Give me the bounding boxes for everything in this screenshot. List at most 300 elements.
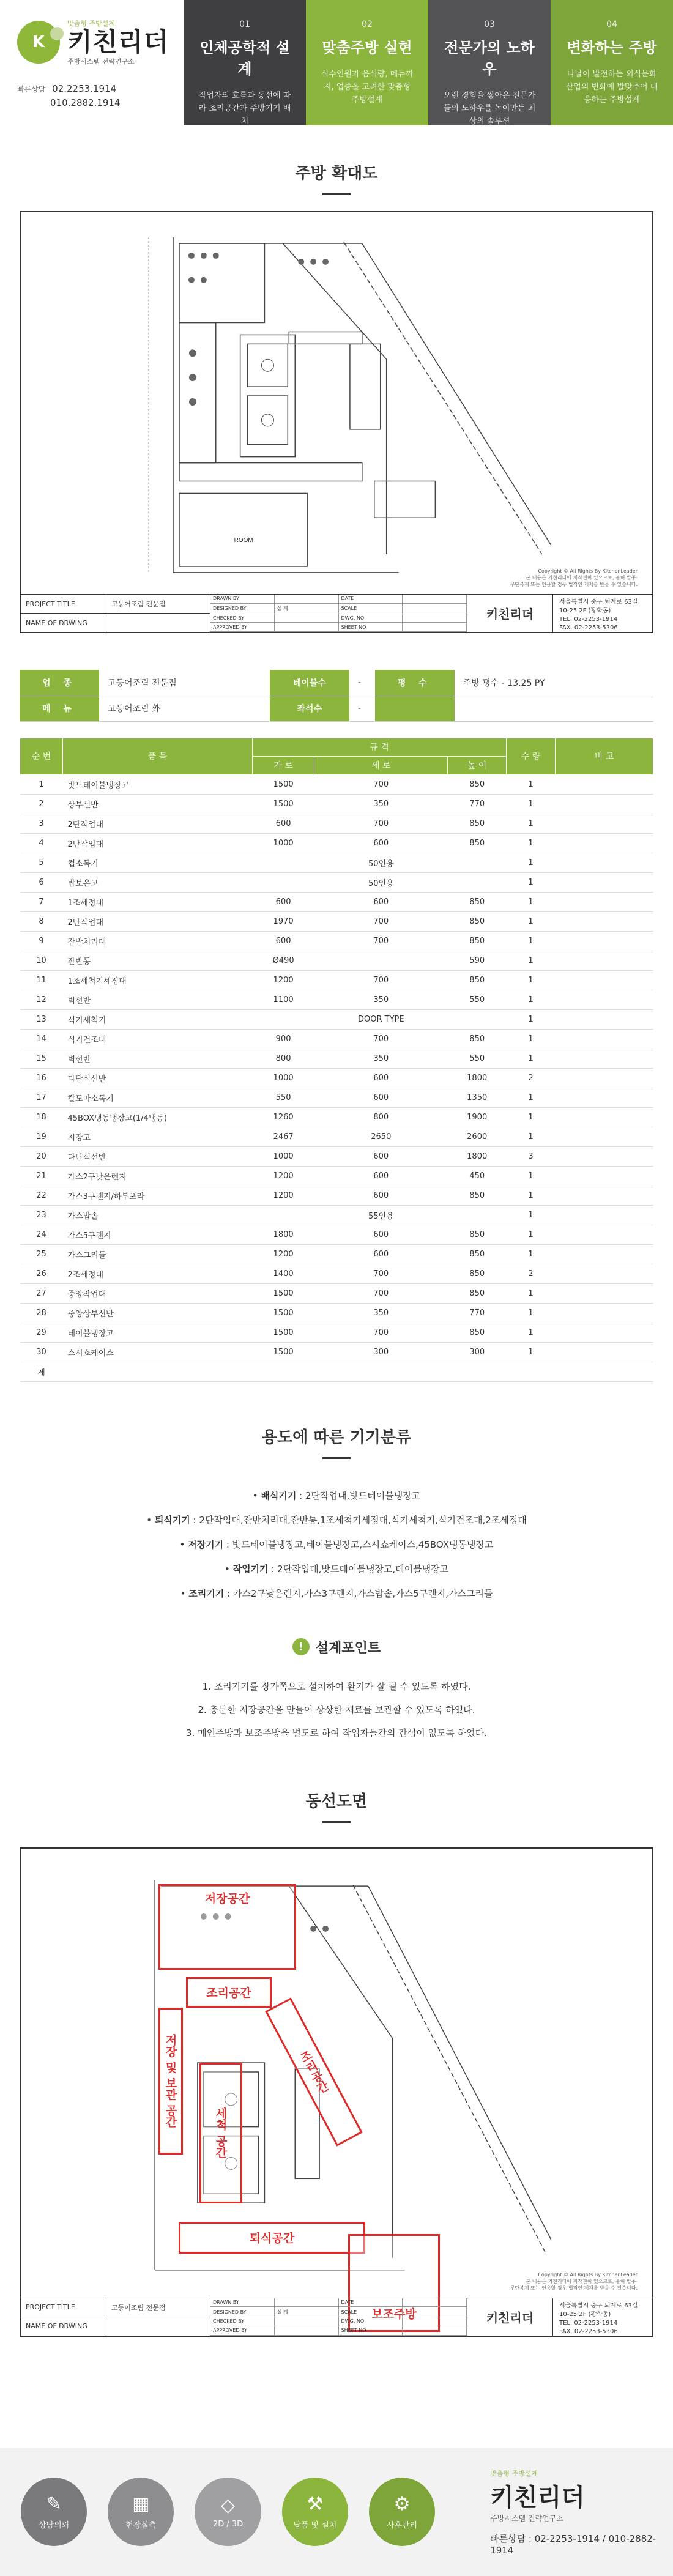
cell-qty: 1	[507, 931, 556, 951]
cell-width: 600	[253, 814, 314, 833]
cell-note	[556, 1362, 653, 1381]
class-label: 저장기기	[188, 1539, 224, 1550]
project-title-value: 고등어조림 전문점	[106, 595, 210, 614]
cell-height: 850	[448, 833, 507, 853]
cell-note	[556, 833, 653, 853]
cell-qty: 1	[507, 1186, 556, 1205]
cell-name: 가스밥솥	[63, 1205, 253, 1225]
table-row	[20, 1264, 653, 1283]
cell-note	[556, 1283, 653, 1303]
cell-height: 550	[448, 1049, 507, 1068]
menu-value: 고등어조림 外	[99, 696, 270, 721]
class-text: 2단작업대,밧드테이블냉장고,테이블냉장고	[277, 1563, 449, 1575]
cell-qty: 1	[507, 872, 556, 892]
title-block-logo: 키친리더	[467, 595, 553, 632]
cell-note	[556, 911, 653, 931]
cell-no: 6	[20, 872, 63, 892]
class-label: 배식기기	[261, 1490, 297, 1501]
tb-cell: CHECKED BY	[210, 2317, 275, 2326]
cell-note	[556, 774, 653, 794]
cell-height: 1800	[448, 1068, 507, 1088]
logo[interactable]	[17, 18, 184, 66]
tel: TEL. 02-2253-1914	[559, 2319, 618, 2326]
flow-floor-plan[interactable]	[20, 1847, 653, 2337]
tb-cell: DWG. NO	[339, 2317, 403, 2326]
cell-width: 1500	[253, 774, 314, 794]
tb-cell: SCALE	[339, 604, 403, 614]
class-label: 작업기기	[232, 1563, 269, 1575]
step-1	[184, 0, 306, 125]
biz-value: 고등어조림 전문점	[99, 670, 270, 696]
col-depth: 세 로	[314, 756, 448, 774]
cell-no: 20	[20, 1146, 63, 1166]
tb-cell	[275, 2298, 339, 2307]
cell-note	[556, 1205, 653, 1225]
cell-note	[556, 970, 653, 990]
cell-qty: 1	[507, 1244, 556, 1264]
table-row	[20, 1009, 653, 1029]
tb-cell: SHEET NO	[339, 623, 403, 632]
tb-cell	[403, 623, 467, 632]
cell-depth	[314, 951, 448, 970]
zone-cook[interactable]: 조리공간	[186, 1977, 272, 2008]
cell-note	[556, 931, 653, 951]
tb-cell: APPROVED BY	[210, 2326, 275, 2336]
step-number: 01	[239, 20, 250, 29]
cell-depth: 350	[314, 990, 448, 1009]
step-title: 전문가의 노하우	[444, 39, 535, 78]
title-block-grid	[210, 2298, 467, 2336]
cell-height: 2600	[448, 1127, 507, 1146]
cell-depth: 350	[314, 794, 448, 814]
service-consult[interactable]	[21, 2478, 87, 2546]
classification-list	[0, 1483, 673, 1606]
cell-depth: 700	[314, 911, 448, 931]
cell-depth: 700	[314, 1323, 448, 1342]
tb-cell	[403, 614, 467, 623]
cell-qty: 1	[507, 1303, 556, 1323]
zone-cook-2[interactable]: 조리공간	[265, 1997, 363, 2146]
tables-label: 테이블수	[270, 670, 349, 696]
cell-depth: 50인용	[314, 872, 448, 892]
service-install[interactable]	[282, 2478, 348, 2546]
cell-width: 1200	[253, 1244, 314, 1264]
col-name: 품 목	[63, 738, 253, 774]
table-row	[20, 1166, 653, 1186]
drawing-name-value	[106, 614, 210, 632]
footer-brand-name: 키친리더	[490, 2483, 585, 2512]
cell-name	[63, 1362, 253, 1381]
tb-cell: SCALE	[339, 2307, 403, 2317]
cell-no: 2	[20, 794, 63, 814]
step-number: 03	[484, 20, 495, 29]
cell-width	[253, 1009, 314, 1029]
cell-height	[448, 872, 507, 892]
cell-no: 30	[20, 1342, 63, 1362]
contact-label: 빠른상담	[17, 85, 46, 94]
cell-width: 1100	[253, 990, 314, 1009]
service-label: 현장실측	[125, 2521, 157, 2530]
table-row	[20, 1342, 653, 1362]
cell-depth: 700	[314, 1264, 448, 1283]
table-row	[20, 1107, 653, 1127]
cell-depth: 600	[314, 1088, 448, 1107]
cell-no: 24	[20, 1225, 63, 1244]
tb-cell	[275, 623, 339, 632]
copyright-line: 무단복제 또는 인용할 경우 법적인 제재를 받을 수 있습니다.	[510, 582, 638, 587]
step-title: 맞춤주방 실현	[322, 39, 412, 56]
class-line-cooking: • 조리기기 : 가스2구낮은렌지,가스3구렌지,가스밥솥,가스5구렌지,가스그리들	[180, 1587, 493, 1599]
cell-height: 300	[448, 1342, 507, 1362]
tb-cell	[403, 604, 467, 614]
cell-qty: 1	[507, 911, 556, 931]
cell-width	[253, 872, 314, 892]
cell-no: 22	[20, 1186, 63, 1205]
cell-width: 1500	[253, 1303, 314, 1323]
cell-height: 850	[448, 814, 507, 833]
cell-no: 17	[20, 1088, 63, 1107]
gear-icon: ⚙	[393, 2493, 411, 2515]
table-row	[20, 1049, 653, 1068]
cell-qty: 2	[507, 1068, 556, 1088]
cell-no: 27	[20, 1283, 63, 1303]
cell-no: 21	[20, 1166, 63, 1186]
copyright-line: Copyright © All Rights By KitchenLeader	[538, 2271, 638, 2277]
cell-qty: 3	[507, 1146, 556, 1166]
table-row	[20, 774, 653, 794]
cell-name: 밧드테이블냉장고	[63, 774, 253, 794]
cell-height: 1900	[448, 1107, 507, 1127]
step-title: 변화하는 주방	[567, 39, 657, 56]
cell-width	[253, 1362, 314, 1381]
cell-name: 다단식선반	[63, 1146, 253, 1166]
class-label: 퇴식기기	[154, 1514, 190, 1526]
header	[0, 0, 673, 125]
cell-height: 850	[448, 774, 507, 794]
cell-qty: 1	[507, 774, 556, 794]
tb-cell	[403, 2298, 467, 2307]
cell-note	[556, 1225, 653, 1244]
cell-height: 1350	[448, 1088, 507, 1107]
logo-tag: 주방시스템 전략연구소	[67, 58, 135, 65]
equipment-table-body	[20, 774, 653, 1381]
cell-qty: 1	[507, 1225, 556, 1244]
service-label: 사후관리	[386, 2521, 418, 2530]
cell-depth: 700	[314, 970, 448, 990]
cell-no: 19	[20, 1127, 63, 1146]
cell-depth: 700	[314, 814, 448, 833]
col-height: 높 이	[448, 756, 507, 774]
brand-block	[0, 0, 184, 125]
table-row	[20, 1127, 653, 1146]
phone-2[interactable]: 010.2882.1914	[50, 97, 121, 108]
cell-name: 식기건조대	[63, 1029, 253, 1049]
cell-depth: 600	[314, 892, 448, 911]
zone-wash[interactable]: 세척 공간	[199, 2063, 242, 2203]
cell-note	[556, 1009, 653, 1029]
cell-name: 1조세정대	[63, 892, 253, 911]
cell-name: 2단작업대	[63, 833, 253, 853]
col-width: 가 로	[253, 756, 314, 774]
section-title-classification: 용도에 따른 기기분류	[261, 1428, 412, 1447]
cell-depth: 600	[314, 1186, 448, 1205]
address: 서울특별시 중구 퇴계로 63길 10-25 2F (황학동)	[559, 599, 638, 614]
cell-depth: 2650	[314, 1127, 448, 1146]
cell-depth: 700	[314, 1283, 448, 1303]
cell-depth: DOOR TYPE	[314, 1009, 448, 1029]
step-desc: 오랜 경험을 쌓아온 전문가들의 노하우를 녹여만든 최상의 솔루션	[443, 91, 536, 126]
table-row	[20, 1146, 653, 1166]
table-row	[20, 951, 653, 970]
col-no: 순 번	[20, 738, 63, 774]
cell-height: 850	[448, 1323, 507, 1342]
tb-cell: DATE	[339, 595, 403, 604]
design-point: 2. 충분한 저장공간을 만들어 상상한 재료를 보관할 수 있도록 하였다.	[198, 1704, 475, 1715]
service-label: 상담의뢰	[39, 2521, 70, 2530]
cell-note	[556, 1049, 653, 1068]
pencil-icon: ✎	[46, 2493, 62, 2515]
zone-prep-storage[interactable]: 저장 및 보관 공간	[158, 2008, 183, 2155]
cell-depth: 700	[314, 774, 448, 794]
cell-note	[556, 1127, 653, 1146]
step-desc: 작업자의 흐름과 동선에 따라 조리공간과 주방기기 배치	[198, 91, 291, 126]
cell-qty: 1	[507, 794, 556, 814]
blank-label	[375, 696, 455, 721]
table-row	[20, 794, 653, 814]
tb-cell	[275, 2326, 339, 2336]
cell-height: 850	[448, 911, 507, 931]
phone-numbers: 02-2253-1914 / 010-2882-1914	[490, 2533, 656, 2556]
cell-height: 850	[448, 1244, 507, 1264]
table-row	[20, 931, 653, 951]
service-aftercare[interactable]	[369, 2478, 435, 2546]
phone-label: 빠른상담	[490, 2533, 526, 2544]
section-title-kitchen-plan: 주방 확대도	[295, 165, 378, 183]
cell-qty: 1	[507, 892, 556, 911]
cell-note	[556, 1146, 653, 1166]
title-block-address	[553, 2298, 652, 2336]
title-block-grid	[210, 595, 467, 632]
cell-height: 450	[448, 1166, 507, 1186]
service-label: 2D / 3D	[212, 2520, 244, 2529]
cell-height	[448, 1009, 507, 1029]
footer-brand-sub: 맞춤형 주방설계	[490, 2469, 538, 2478]
zone-sub-kitchen[interactable]: 보조주방	[348, 2234, 440, 2332]
copyright-line: 본 내용은 키친리더에 저작권이 있으므로, 불허 발주·	[526, 2278, 638, 2284]
cell-name: 테이블냉장고	[63, 1323, 253, 1342]
cell-no: 3	[20, 814, 63, 833]
address: 서울특별시 중구 퇴계로 63길 10-25 2F (황학동)	[559, 2302, 638, 2318]
tel: TEL. 02-2253-1914	[559, 616, 618, 623]
cell-qty: 1	[507, 1009, 556, 1029]
tb-cell: DESIGNED BY	[210, 604, 275, 614]
step-2	[306, 0, 428, 125]
service-survey[interactable]	[108, 2478, 174, 2546]
cell-width	[253, 853, 314, 872]
footer-brand-tag: 주방시스템 전략연구소	[490, 2514, 563, 2523]
table-row	[20, 892, 653, 911]
cell-qty: 1	[507, 1088, 556, 1107]
cell-no: 26	[20, 1264, 63, 1283]
cell-no: 14	[20, 1029, 63, 1049]
cell-height: 850	[448, 1283, 507, 1303]
logo-mark-icon: K	[17, 21, 60, 64]
cell-note	[556, 794, 653, 814]
col-qty: 수 량	[507, 738, 556, 774]
cell-qty: 1	[507, 853, 556, 872]
cell-note	[556, 853, 653, 872]
table-row	[20, 1088, 653, 1107]
copyright-note	[510, 2271, 638, 2292]
cell-height	[448, 853, 507, 872]
cell-no: 1	[20, 774, 63, 794]
design-point: 1. 조리기기를 장가쪽으로 설치하여 환기가 잘 될 수 있도록 하였다.	[202, 1680, 471, 1692]
tb-cell: 설 계	[275, 2307, 339, 2317]
cell-width: 1260	[253, 1107, 314, 1127]
drawing-name-label: NAME OF DRWING	[26, 2322, 87, 2330]
area-value: 주방 평수 - 13.25 PY	[455, 670, 653, 696]
cell-width: 1200	[253, 1166, 314, 1186]
step-4	[551, 0, 673, 125]
phone-1[interactable]: 02.2253.1914	[52, 83, 117, 94]
cell-depth: 600	[314, 1166, 448, 1186]
cell-note	[556, 814, 653, 833]
step-number: 04	[606, 20, 617, 29]
footer-phone[interactable]: 빠른상담 : 02-2253-1914 / 010-2882-1914	[490, 2533, 656, 2556]
cell-name: 중앙상부선반	[63, 1303, 253, 1323]
service-design[interactable]	[195, 2478, 261, 2546]
cell-name: 가스5구렌지	[63, 1225, 253, 1244]
area-label: 평 수	[375, 670, 455, 696]
cell-depth: 600	[314, 833, 448, 853]
cell-note	[556, 1264, 653, 1283]
cell-name: 잔반처리대	[63, 931, 253, 951]
step-desc: 나날이 발전하는 외식문화 산업의 변화에 발맞추어 대응하는 주방설계	[565, 70, 658, 105]
table-row	[20, 1323, 653, 1342]
cell-width: 1800	[253, 1225, 314, 1244]
tb-cell: 설 계	[275, 604, 339, 614]
table-row	[20, 833, 653, 853]
table-row	[20, 1362, 653, 1381]
cell-width: 1200	[253, 1186, 314, 1205]
cell-note	[556, 1068, 653, 1088]
cell-qty: 1	[507, 833, 556, 853]
tb-cell	[275, 614, 339, 623]
cell-depth: 50인용	[314, 853, 448, 872]
cell-depth: 700	[314, 931, 448, 951]
drawing-name-label: NAME OF DRWING	[26, 618, 87, 627]
cell-width: 1970	[253, 911, 314, 931]
cell-depth: 350	[314, 1049, 448, 1068]
table-row	[20, 1029, 653, 1049]
seats-label: 좌석수	[270, 696, 349, 721]
cell-no: 29	[20, 1323, 63, 1342]
cell-depth: 350	[314, 1303, 448, 1323]
cell-name: 2단작업대	[63, 911, 253, 931]
logo-sub: 맞춤형 주방설계	[67, 20, 115, 28]
zone-storage[interactable]: 저장공간	[158, 1884, 296, 1970]
cell-name: 잔반통	[63, 951, 253, 970]
cell-name: 식기세척기	[63, 1009, 253, 1029]
cell-note	[556, 892, 653, 911]
blank-value	[455, 696, 653, 721]
class-text: 밧드테이블냉장고,테이블냉장고,스시쇼케이스,45BOX냉동냉장고	[232, 1539, 494, 1550]
cell-width: 1200	[253, 970, 314, 990]
exclamation-icon: !	[292, 1638, 310, 1655]
cell-height: 590	[448, 951, 507, 970]
cell-name: 밥보온고	[63, 872, 253, 892]
cell-name: 1조세척기세정대	[63, 970, 253, 990]
cell-depth: 300	[314, 1342, 448, 1362]
class-line-storage: • 저장기기 : 밧드테이블냉장고,테이블냉장고,스시쇼케이스,45BOX냉동냉장고	[179, 1539, 494, 1550]
cell-name: 상부선반	[63, 794, 253, 814]
cell-no: 15	[20, 1049, 63, 1068]
cell-qty: 2	[507, 1264, 556, 1283]
cell-qty: 1	[507, 1342, 556, 1362]
zone-waste[interactable]: 퇴식공간	[179, 2222, 365, 2254]
class-line-return: • 퇴식기기 : 2단작업대,잔반처리대,잔반통,1조세척기세정대,식기세척기,식기건조대,2조세정대	[146, 1514, 527, 1526]
seats-value: -	[349, 696, 375, 721]
cell-name: 2단작업대	[63, 814, 253, 833]
tb-cell: APPROVED BY	[210, 623, 275, 632]
tb-cell	[403, 2307, 467, 2317]
cell-height	[448, 1362, 507, 1381]
tb-cell: DRAWN BY	[210, 595, 275, 604]
class-line-serving: • 배식기기 : 2단작업대,밧드테이블냉장고	[252, 1490, 421, 1501]
cell-width: 1400	[253, 1264, 314, 1283]
cell-height: 1800	[448, 1146, 507, 1166]
kitchen-floor-plan[interactable]	[20, 211, 653, 633]
cell-qty: 1	[507, 1107, 556, 1127]
biz-label: 업 종	[20, 670, 99, 696]
cell-width: 2467	[253, 1127, 314, 1146]
cell-depth: 55인용	[314, 1205, 448, 1225]
section-divider	[322, 1821, 351, 1823]
tb-cell	[403, 2317, 467, 2326]
cell-height: 850	[448, 1264, 507, 1283]
blueprint-icon: ▦	[132, 2493, 150, 2515]
cell-height: 850	[448, 931, 507, 951]
cell-name: 가스3구렌지/하부포라	[63, 1186, 253, 1205]
cell-name: 벽선반	[63, 1049, 253, 1068]
copyright-note	[510, 568, 638, 588]
project-title-label: PROJECT TITLE	[21, 595, 106, 614]
cell-name: 벽선반	[63, 990, 253, 1009]
title-block-logo: 키친리더	[467, 2298, 553, 2336]
table-row	[20, 1283, 653, 1303]
tb-cell	[403, 2326, 467, 2336]
tb-cell	[275, 2317, 339, 2326]
cell-height	[448, 1205, 507, 1225]
cell-qty: 1	[507, 814, 556, 833]
cell-depth	[314, 1362, 448, 1381]
cell-name: 다단식선반	[63, 1068, 253, 1088]
tb-cell	[275, 595, 339, 604]
cell-width: 550	[253, 1088, 314, 1107]
cell-height: 550	[448, 990, 507, 1009]
class-text: 2단작업대,잔반처리대,잔반통,1조세척기세정대,식기세척기,식기건조대,2조세정대	[199, 1514, 527, 1526]
cell-width: 1500	[253, 1323, 314, 1342]
table-row	[20, 1225, 653, 1244]
step-desc: 식수인원과 음식량, 메뉴까지, 업종을 고려한 맞춤형 주방설계	[321, 70, 414, 105]
cell-note	[556, 990, 653, 1009]
cell-width: Ø490	[253, 951, 314, 970]
fax: FAX. 02-2253-5306	[559, 2328, 618, 2335]
project-title-label: PROJECT TITLE	[21, 2298, 106, 2317]
cell-note	[556, 1323, 653, 1342]
cell-depth: 600	[314, 1068, 448, 1088]
copyright-line: Copyright © All Rights By KitchenLeader	[538, 568, 638, 574]
